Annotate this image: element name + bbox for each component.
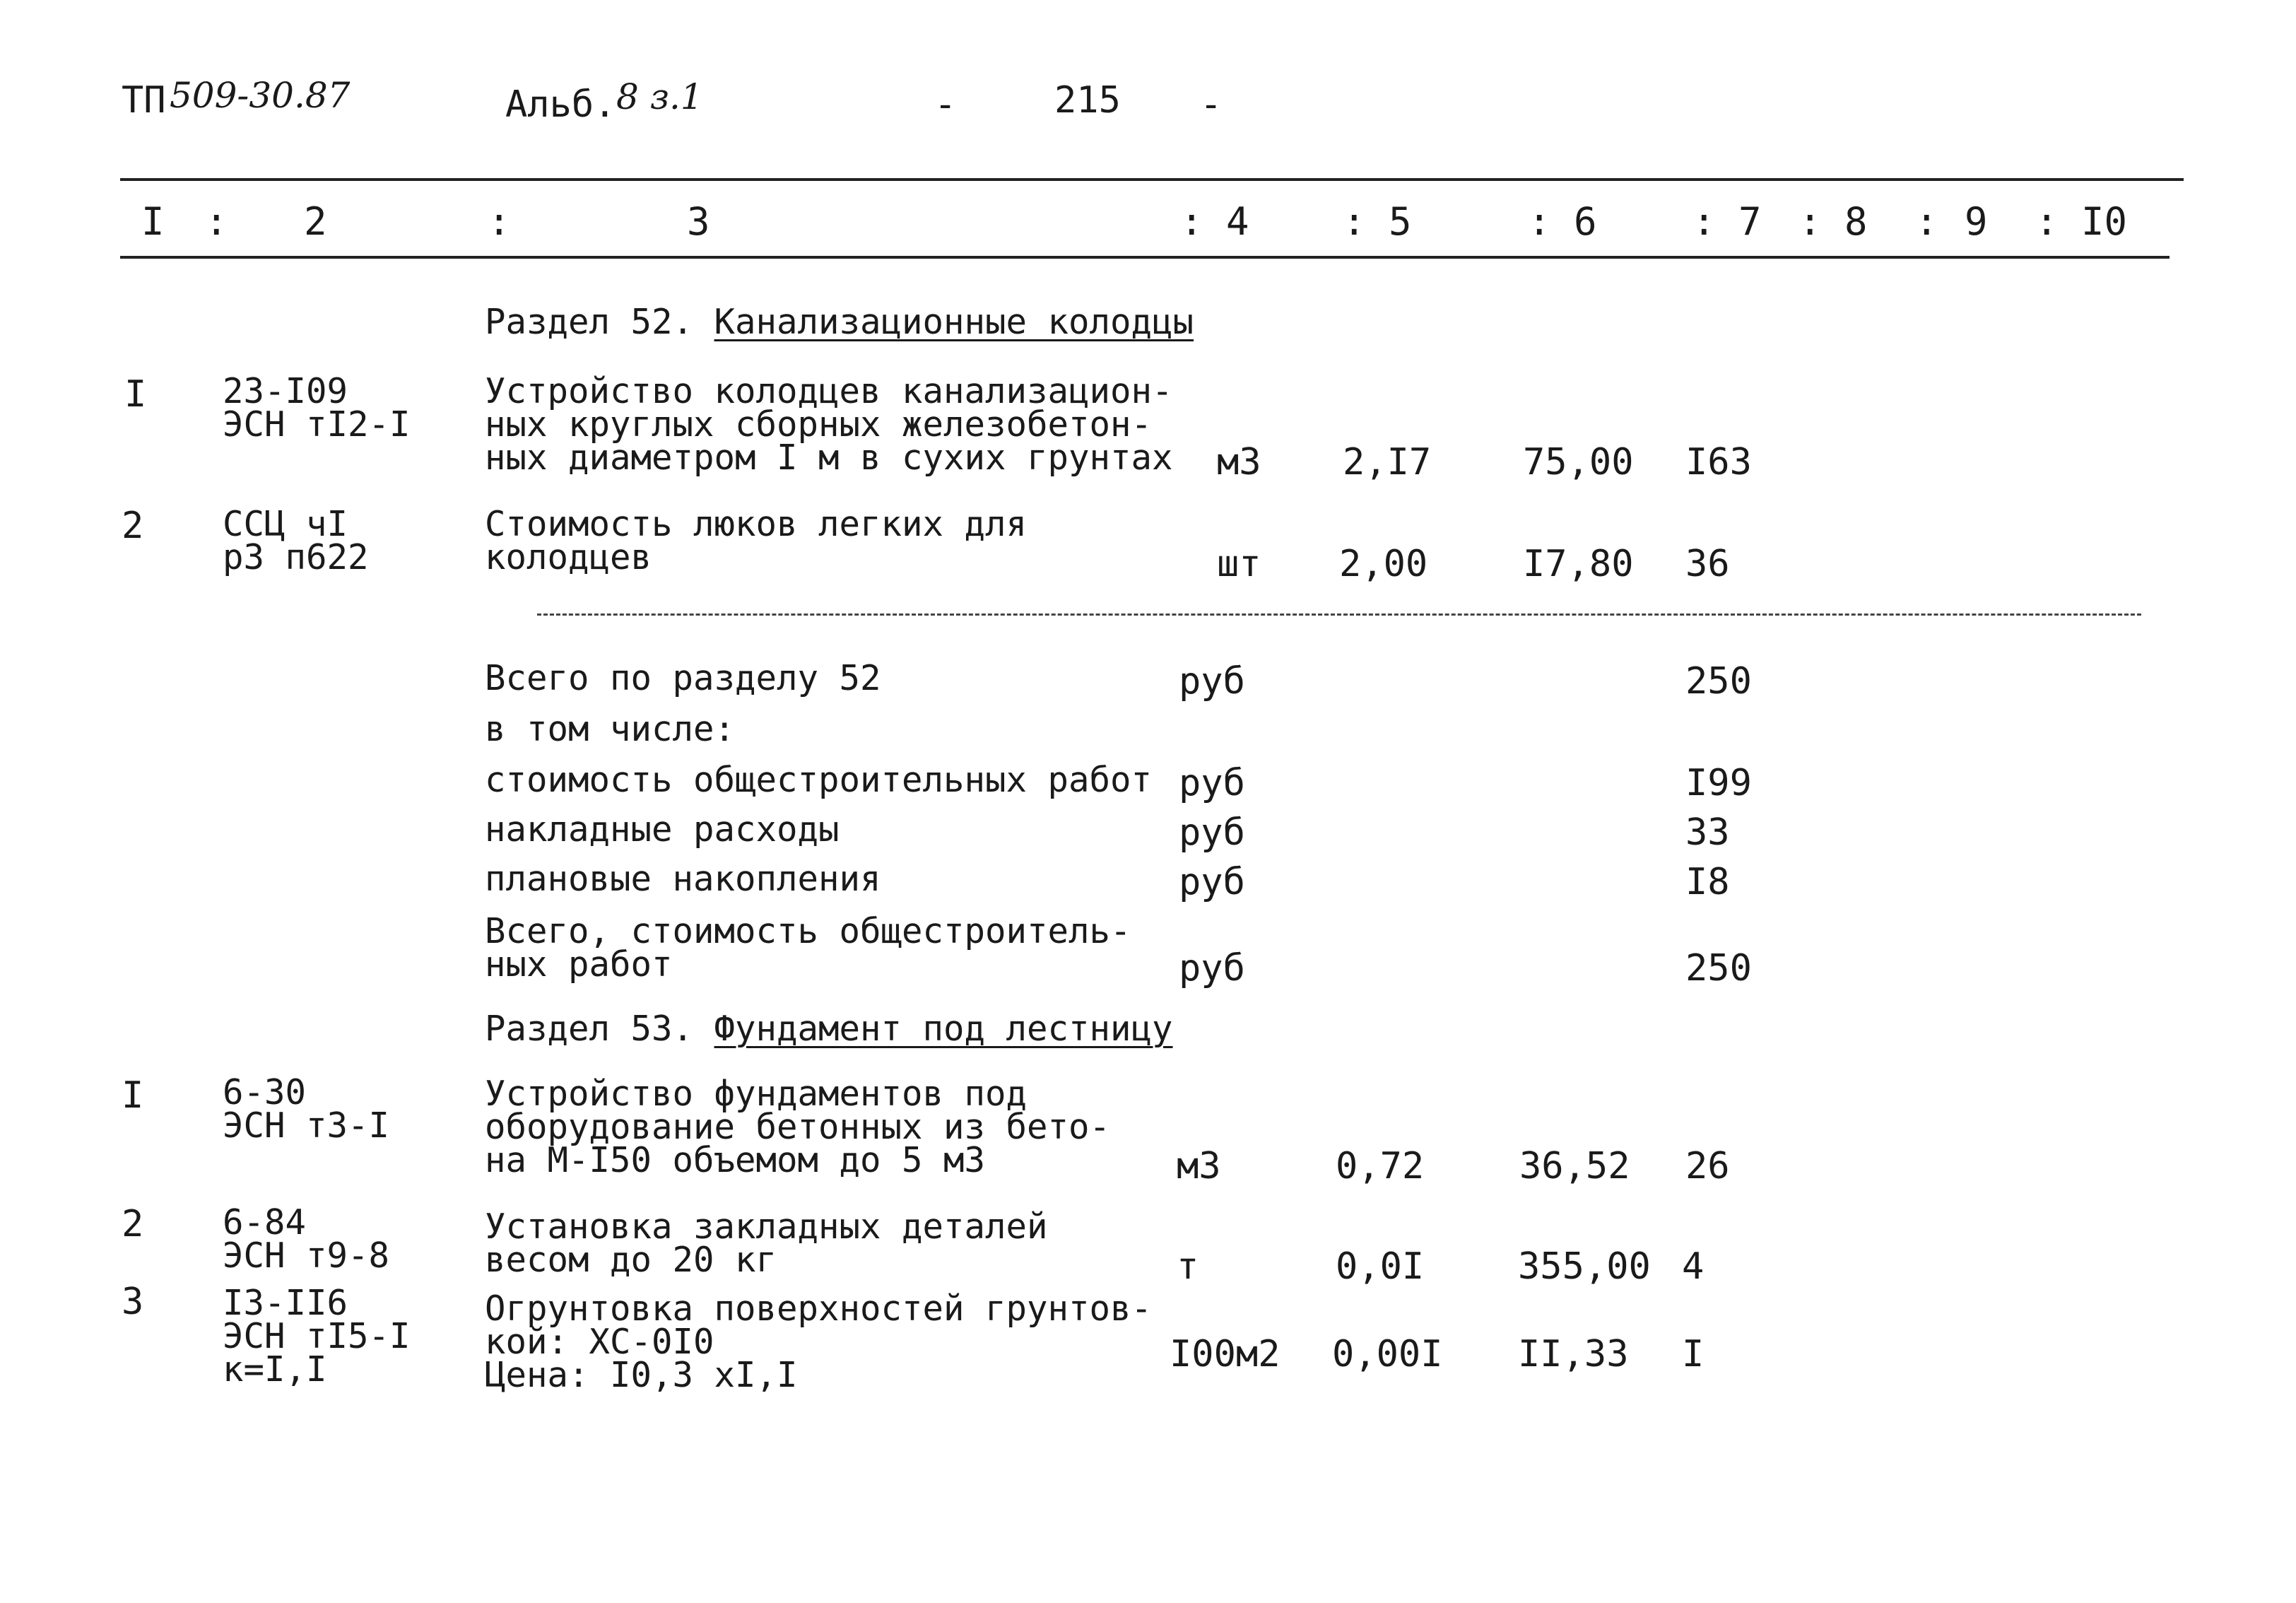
col-num-10: : I0 (2035, 199, 2128, 244)
row-unit-price: 355,00 (1518, 1245, 1651, 1288)
row-unit-price: I7,80 (1523, 543, 1634, 585)
row-unit: м3 (1217, 441, 1261, 483)
col-num-1: I (141, 199, 165, 244)
col-sep: : (205, 199, 228, 244)
col-num-6: : 6 (1528, 199, 1597, 244)
summary-total-value: 250 (1685, 660, 1752, 703)
row-quantity: 0,72 (1336, 1145, 1425, 1187)
page-number: 215 (1054, 79, 1121, 122)
summary-including-label: в том числе: (485, 709, 736, 749)
col-sep: : (1915, 199, 1938, 244)
row-code: ССЦ чI р3 п622 (223, 504, 369, 577)
row-code: 6-30 ЭСН т3-I (223, 1072, 390, 1146)
col-num-4: : 4 (1180, 199, 1249, 244)
doc-code-handwritten: 509-30.87 (170, 75, 351, 116)
section-52-title (485, 302, 1194, 342)
section-52-title-name: Канализационные колодцы (714, 302, 1194, 342)
col-num-2: 2 (304, 199, 327, 244)
row-code: 6-84 ЭСН т9-8 (223, 1202, 390, 1276)
summary-grand-value: 250 (1685, 947, 1752, 990)
col-sep: : (488, 199, 511, 244)
row-unit: шт (1217, 543, 1261, 585)
col-num-9: 9 (1965, 199, 1988, 244)
summary-item-unit: руб (1179, 811, 1245, 854)
row-description: Устройство фундаментов под оборудование бетонных из бето- на М-I50 объемом до 5 м3 (485, 1074, 1111, 1180)
row-unit: I00м2 (1170, 1333, 1281, 1375)
section-separator (537, 613, 2141, 616)
section-53-title (485, 1009, 1173, 1049)
summary-item-label: накладные расходы (485, 809, 840, 850)
page-dash-left: - (934, 83, 957, 126)
row-number: 2 (122, 1203, 144, 1245)
row-quantity: 2,I7 (1343, 441, 1432, 483)
section-53-title-name: Фундамент под лестницу (714, 1009, 1173, 1049)
row-unit: т (1177, 1245, 1199, 1288)
summary-item-unit: руб (1179, 762, 1245, 804)
summary-total-label: Всего по разделу 52 (485, 658, 881, 698)
row-total: I (1682, 1333, 1705, 1375)
row-total: 26 (1685, 1145, 1730, 1187)
col-num-7: : 7 (1692, 199, 1762, 244)
row-description: Устройство колодцев канализацион- ных круглых сборных железобетон- ных диаметром I м в сухих грунтах (485, 371, 1173, 478)
row-unit-price: 36,52 (1519, 1145, 1630, 1187)
col-num-5: : 5 (1343, 199, 1412, 244)
row-number: 2 (122, 505, 144, 547)
album-value-handwritten: 8 з.1 (616, 76, 703, 117)
row-quantity: 2,00 (1339, 543, 1428, 585)
row-description: Стоимость люков легких для колодцев (485, 504, 1028, 577)
doc-code-prefix: ТП (122, 79, 166, 122)
section-52-title-prefix: Раздел 52. (485, 302, 694, 342)
summary-item-label: плановые накопления (485, 859, 881, 899)
summary-item-label: стоимость общестроительных работ (485, 760, 1153, 800)
row-description: Огрунтовка поверхностей грунтов- кой: ХС-0I0 Цена: I0,3 хI,I (485, 1288, 1153, 1395)
row-total: 36 (1685, 543, 1730, 585)
summary-item-value: I99 (1685, 762, 1752, 804)
page-dash-right: - (1200, 83, 1223, 126)
row-code: 23-I09 ЭСН тI2-I (223, 371, 411, 445)
row-quantity: 0,00I (1332, 1333, 1443, 1375)
row-description: Установка закладных деталей весом до 20 кг (485, 1206, 1048, 1280)
row-total: 4 (1682, 1245, 1705, 1288)
row-number: 3 (122, 1281, 144, 1323)
row-unit: м3 (1177, 1145, 1221, 1187)
row-code: I3-II6 ЭСН тI5-I к=I,I (223, 1283, 411, 1390)
col-sep: : (1798, 199, 1822, 244)
header-rule-bottom (120, 256, 2170, 259)
row-quantity: 0,0I (1336, 1245, 1425, 1288)
col-num-3: 3 (687, 199, 710, 244)
summary-total-unit: руб (1179, 660, 1245, 703)
row-unit-price: 75,00 (1523, 441, 1634, 483)
album-label: Альб. (505, 83, 616, 126)
summary-item-unit: руб (1179, 861, 1245, 903)
row-unit-price: II,33 (1518, 1333, 1629, 1375)
summary-item-value: I8 (1685, 861, 1730, 903)
row-number: I (124, 373, 147, 416)
row-total: I63 (1685, 441, 1752, 483)
summary-item-value: 33 (1685, 811, 1730, 854)
col-num-8: 8 (1844, 199, 1868, 244)
summary-grand-unit: руб (1179, 947, 1245, 990)
row-number: I (122, 1074, 144, 1117)
section-53-title-prefix: Раздел 53. (485, 1009, 694, 1049)
summary-grand-label: Всего, стоимость общестроитель- ных работ (485, 911, 1131, 985)
header-rule-top (120, 178, 2184, 181)
